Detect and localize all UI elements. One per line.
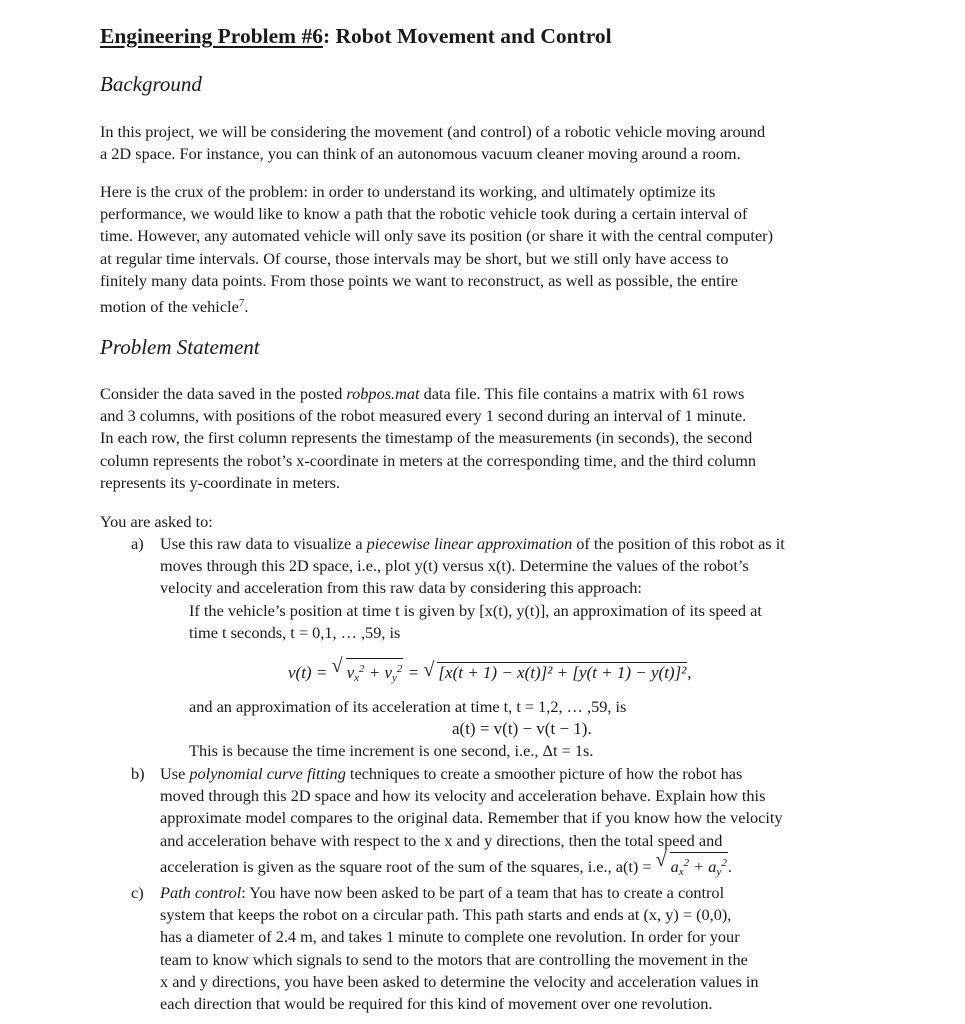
asked-intro: You are asked to: xyxy=(100,512,213,531)
background-paragraph-2 xyxy=(100,181,900,318)
list-item-a xyxy=(131,533,921,600)
text-line xyxy=(100,383,900,405)
text-line: finitely many data points. From those points we want to reconstruct, as well as possible, the entire xyxy=(100,270,739,290)
item-body xyxy=(131,533,921,600)
item-label: b) xyxy=(131,764,145,783)
sqrt-vxvy xyxy=(334,658,404,688)
item-body xyxy=(131,882,921,1015)
text-run: Use this raw data to visualize a xyxy=(160,534,367,553)
text-line: has a diameter of 2.4 m, and takes 1 minute to complete one revolution. In order for your xyxy=(160,927,740,947)
text-line xyxy=(160,533,921,555)
text-line: acceleration is given as the square root of the sum of the squares, i.e., a(t) = √ $a_x^2 + a_y^2$. xyxy=(160,852,921,882)
item-body xyxy=(131,763,921,882)
acceleration-equation: a(t) = v(t) − v(t − 1). xyxy=(452,719,592,738)
sqrt-differences xyxy=(425,662,687,684)
text-line: velocity and acceleration from this raw data by considering this approach: xyxy=(160,578,642,598)
text-run: of the position of this robot as it xyxy=(572,534,785,553)
equation: v(t) = √ $v_x^2 + v_y^2$ = √ [x(t + 1) − x(t)]² + [y(t + 1) − y(t)]², xyxy=(288,658,888,688)
text-line: team to know which signals to send to the motors that are controlling the movement in the xyxy=(160,949,748,969)
radicand: $a_x^2 + a_y^2$ xyxy=(670,852,728,882)
text-line: If the vehicle’s position at time t is given by [x(t), y(t)], an approximation of its speed at xyxy=(189,601,762,620)
text-run: techniques to create a smoother picture of how the robot has xyxy=(345,764,743,783)
text-run: acceleration is given as the square root of the sum of the squares, i.e., a(t) = xyxy=(160,856,656,876)
list-item-b xyxy=(131,763,921,882)
problem-statement-heading: Problem Statement xyxy=(100,335,260,359)
text-line: represents its y-coordinate in meters. xyxy=(100,472,341,492)
text-line: time t seconds, t = 0,1, … ,59, is xyxy=(189,623,401,643)
equation-lhs: v(t) = xyxy=(288,663,332,682)
text-line: In this project, we will be considering the movement (and control) of a robotic vehicle moving around xyxy=(100,122,766,141)
radicand: $v_x^2 + v_y^2$ xyxy=(346,658,404,688)
text-line: column represents the robot’s x-coordinate in meters at the corresponding time, and the third column xyxy=(100,450,757,470)
text-line xyxy=(100,292,900,318)
radicand: [x(t + 1) − x(t)]² + [y(t + 1) − y(t)]² xyxy=(438,663,687,682)
background-heading: Background xyxy=(100,72,202,96)
text-line: time. However, any automated vehicle will only save its position (or share it with the central computer) xyxy=(100,226,774,246)
footnote-marker: 7 xyxy=(238,297,245,310)
text-line: at regular time intervals. Of course, those intervals may be short, but we still only have access to xyxy=(100,248,729,268)
background-paragraph-1 xyxy=(100,121,900,165)
problem-paragraph-1 xyxy=(100,383,900,494)
text-line: approximate model compares to the original data. Remember that if you know how the velocity xyxy=(160,808,783,828)
title-suffix: : Robot Movement and Control xyxy=(322,24,612,48)
time-increment-note: This is because the time increment is one second, i.e., Δt = 1s. xyxy=(189,741,594,760)
page-title xyxy=(100,24,612,49)
text-run: : You have now been asked to be part of a team that has to create a control xyxy=(241,883,725,902)
text-run: data file. This file contains a matrix with 61 rows xyxy=(419,384,745,403)
text-line-end: . xyxy=(244,297,249,317)
text-line: performance, we would like to know a path that the robotic vehicle took during a certain interval of xyxy=(100,204,748,224)
text-line: each direction that would be required for this kind of movement over one revolution. xyxy=(160,994,713,1014)
filename: robpos.mat xyxy=(346,384,420,403)
text-line: moved through this 2D space and how its velocity and acceleration behave. Explain how this xyxy=(160,786,766,806)
text-line: and acceleration behave with respect to the x and y directions, then the total speed and xyxy=(160,830,723,850)
text-run: Consider the data saved in the posted xyxy=(100,384,347,403)
text-line xyxy=(160,882,921,904)
item-label: a) xyxy=(131,534,144,553)
text-line-content: motion of the vehicle xyxy=(100,297,239,317)
emphasis: polynomial curve fitting xyxy=(189,764,346,783)
item-label: c) xyxy=(131,883,144,902)
text-line xyxy=(160,763,921,785)
text-line: a 2D space. For instance, you can think of an autonomous vacuum cleaner moving around a room. xyxy=(100,144,741,164)
text-line: x and y directions, you have been asked to determine the velocity and acceleration values in xyxy=(160,971,759,991)
acceleration-definition: and an approximation of its acceleration at time t, t = 1,2, … ,59, is xyxy=(189,697,627,716)
sqrt-axay xyxy=(658,852,728,882)
text-line: In each row, the first column represents the timestamp of the measurements (in seconds), the second xyxy=(100,428,753,448)
list-item-c xyxy=(131,882,921,1015)
text-line: moves through this 2D space, i.e., plot y(t) versus x(t). Determine the values of the robot’s xyxy=(160,556,749,576)
title-prefix: Engineering Problem #6 xyxy=(100,24,323,48)
emphasis: piecewise linear approximation xyxy=(366,534,573,553)
speed-definition xyxy=(189,600,909,644)
emphasis: Path control xyxy=(160,883,242,902)
text-line: and 3 columns, with positions of the robot measured every 1 second during an interval of 1 minute. xyxy=(100,406,747,426)
text-line: Here is the crux of the problem: in order to understand its working, and ultimately optimize its xyxy=(100,182,716,201)
text-run: Use xyxy=(160,764,190,783)
speed-equation xyxy=(288,658,888,688)
text-line: system that keeps the robot on a circular path. This path starts and ends at (x, y) = (0,0), xyxy=(160,905,732,925)
